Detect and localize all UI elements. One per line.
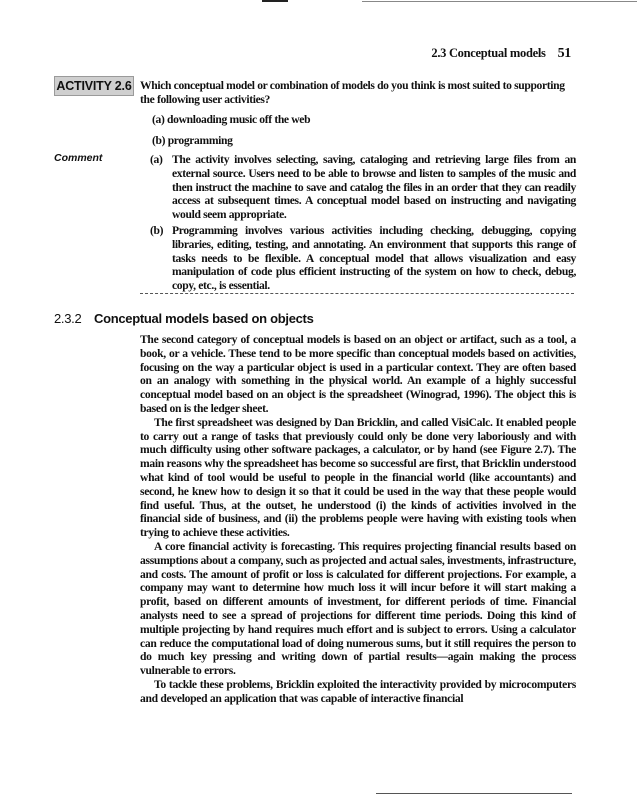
top-mark	[262, 0, 288, 2]
option-marker: (b)	[152, 134, 166, 147]
activity-question: Which conceptual model or combination of models do you think is most suited to supporting the following user activities?	[140, 79, 565, 106]
option-text: downloading music off the web	[167, 113, 311, 126]
comment-item	[150, 224, 576, 293]
running-head-section: 2.3 Conceptual models	[431, 46, 546, 60]
page-number: 51	[557, 46, 571, 61]
comment-marker: (b)	[150, 223, 164, 237]
paragraph: The first spreadsheet was designed by Dan Bricklin, and called VisiCalc. It enabled people to carry out a range of tasks that previously could only be done very laboriously and with much difficulty using other software packages, a calculator, or by hand (see Figure 2.7). The main reasons why the spreadsheet has become so successful are first, that Bricklin understood what kind of tool would be useful to people in the financial world (like accountants) and second, he knew how to design it so that it could be used in the way that these people would find useful. Thus, at the outset, he understood (i) the kinds of activities involved in the financial side of business, and (ii) the problems people were having with existing tools when trying to achieve these activities.	[140, 415, 576, 540]
option-marker: (a)	[152, 113, 165, 126]
comment-text: Programming involves various activities including checking, debugging, copying libraries, editing, testing, and annotating. An environment that supports this range of tasks needs to be flexible. A conceptual model that allows visualization and easy manipulation of code plus efficient instructing of the system on how to check, debug, copy, etc., is essential.	[172, 223, 576, 293]
section-number: 2.3.2	[54, 311, 82, 326]
section-heading	[54, 311, 314, 326]
comment-list	[150, 153, 576, 295]
footer-rule	[376, 793, 572, 794]
activity-options	[152, 113, 572, 155]
comment-text: The activity involves selecting, saving, cataloging and retrieving large files from an external source. Users need to be able to browse and listen to samples of the music and then instruct the machine to save and catalog the files in an order that they can readily access at subsequent times. A conceptual model based on instructing and navigating would seem appropriate.	[172, 153, 576, 222]
activity-option	[152, 134, 572, 155]
comment-label: Comment	[54, 152, 103, 164]
section-title: Conceptual models based on objects	[94, 311, 314, 326]
body-text	[140, 333, 576, 706]
comment-marker: (a)	[150, 153, 163, 166]
option-text: programming	[167, 134, 233, 147]
comment-item	[150, 153, 576, 222]
running-head	[431, 46, 571, 62]
activity-label: ACTIVITY 2.6	[54, 76, 134, 96]
top-rule	[362, 1, 637, 2]
paragraph: The second category of conceptual models is based on an object or artifact, such as a tool, a book, or a vehicle. These tend to be more specific than conceptual models based on activities, focusing on the way a particular object is used in a particular context. They are often based on an analogy with something in the physical world. An example of a highly successful conceptual model based on an object is the spreadsheet (Winograd, 1996). The object this is based on is the ledger sheet.	[140, 333, 576, 415]
paragraph: A core financial activity is forecasting. This requires projecting financial results based on assumptions about a company, such as projected and actual sales, investments, infrastructure, and costs. The amount of profit or loss is calculated for different projections. For example, a company may want to determine how much loss it will incur before it will start making a profit, based on different amounts of investment, for different periods of time. Financial analysts need to see a spread of projections for different time periods. Doing this kind of multiple projecting by hand requires much effort and is subject to errors. Using a calculator can reduce the computational load of doing numerous sums, but it still requires the person to do much key pressing and writing down of partial results—again making the process vulnerable to errors.	[140, 539, 576, 678]
activity-option	[152, 113, 572, 134]
paragraph: To tackle these problems, Bricklin exploited the interactivity provided by microcomputers and developed an application that was capable of interactive financial	[140, 677, 576, 705]
activity-end-rule	[140, 293, 574, 294]
